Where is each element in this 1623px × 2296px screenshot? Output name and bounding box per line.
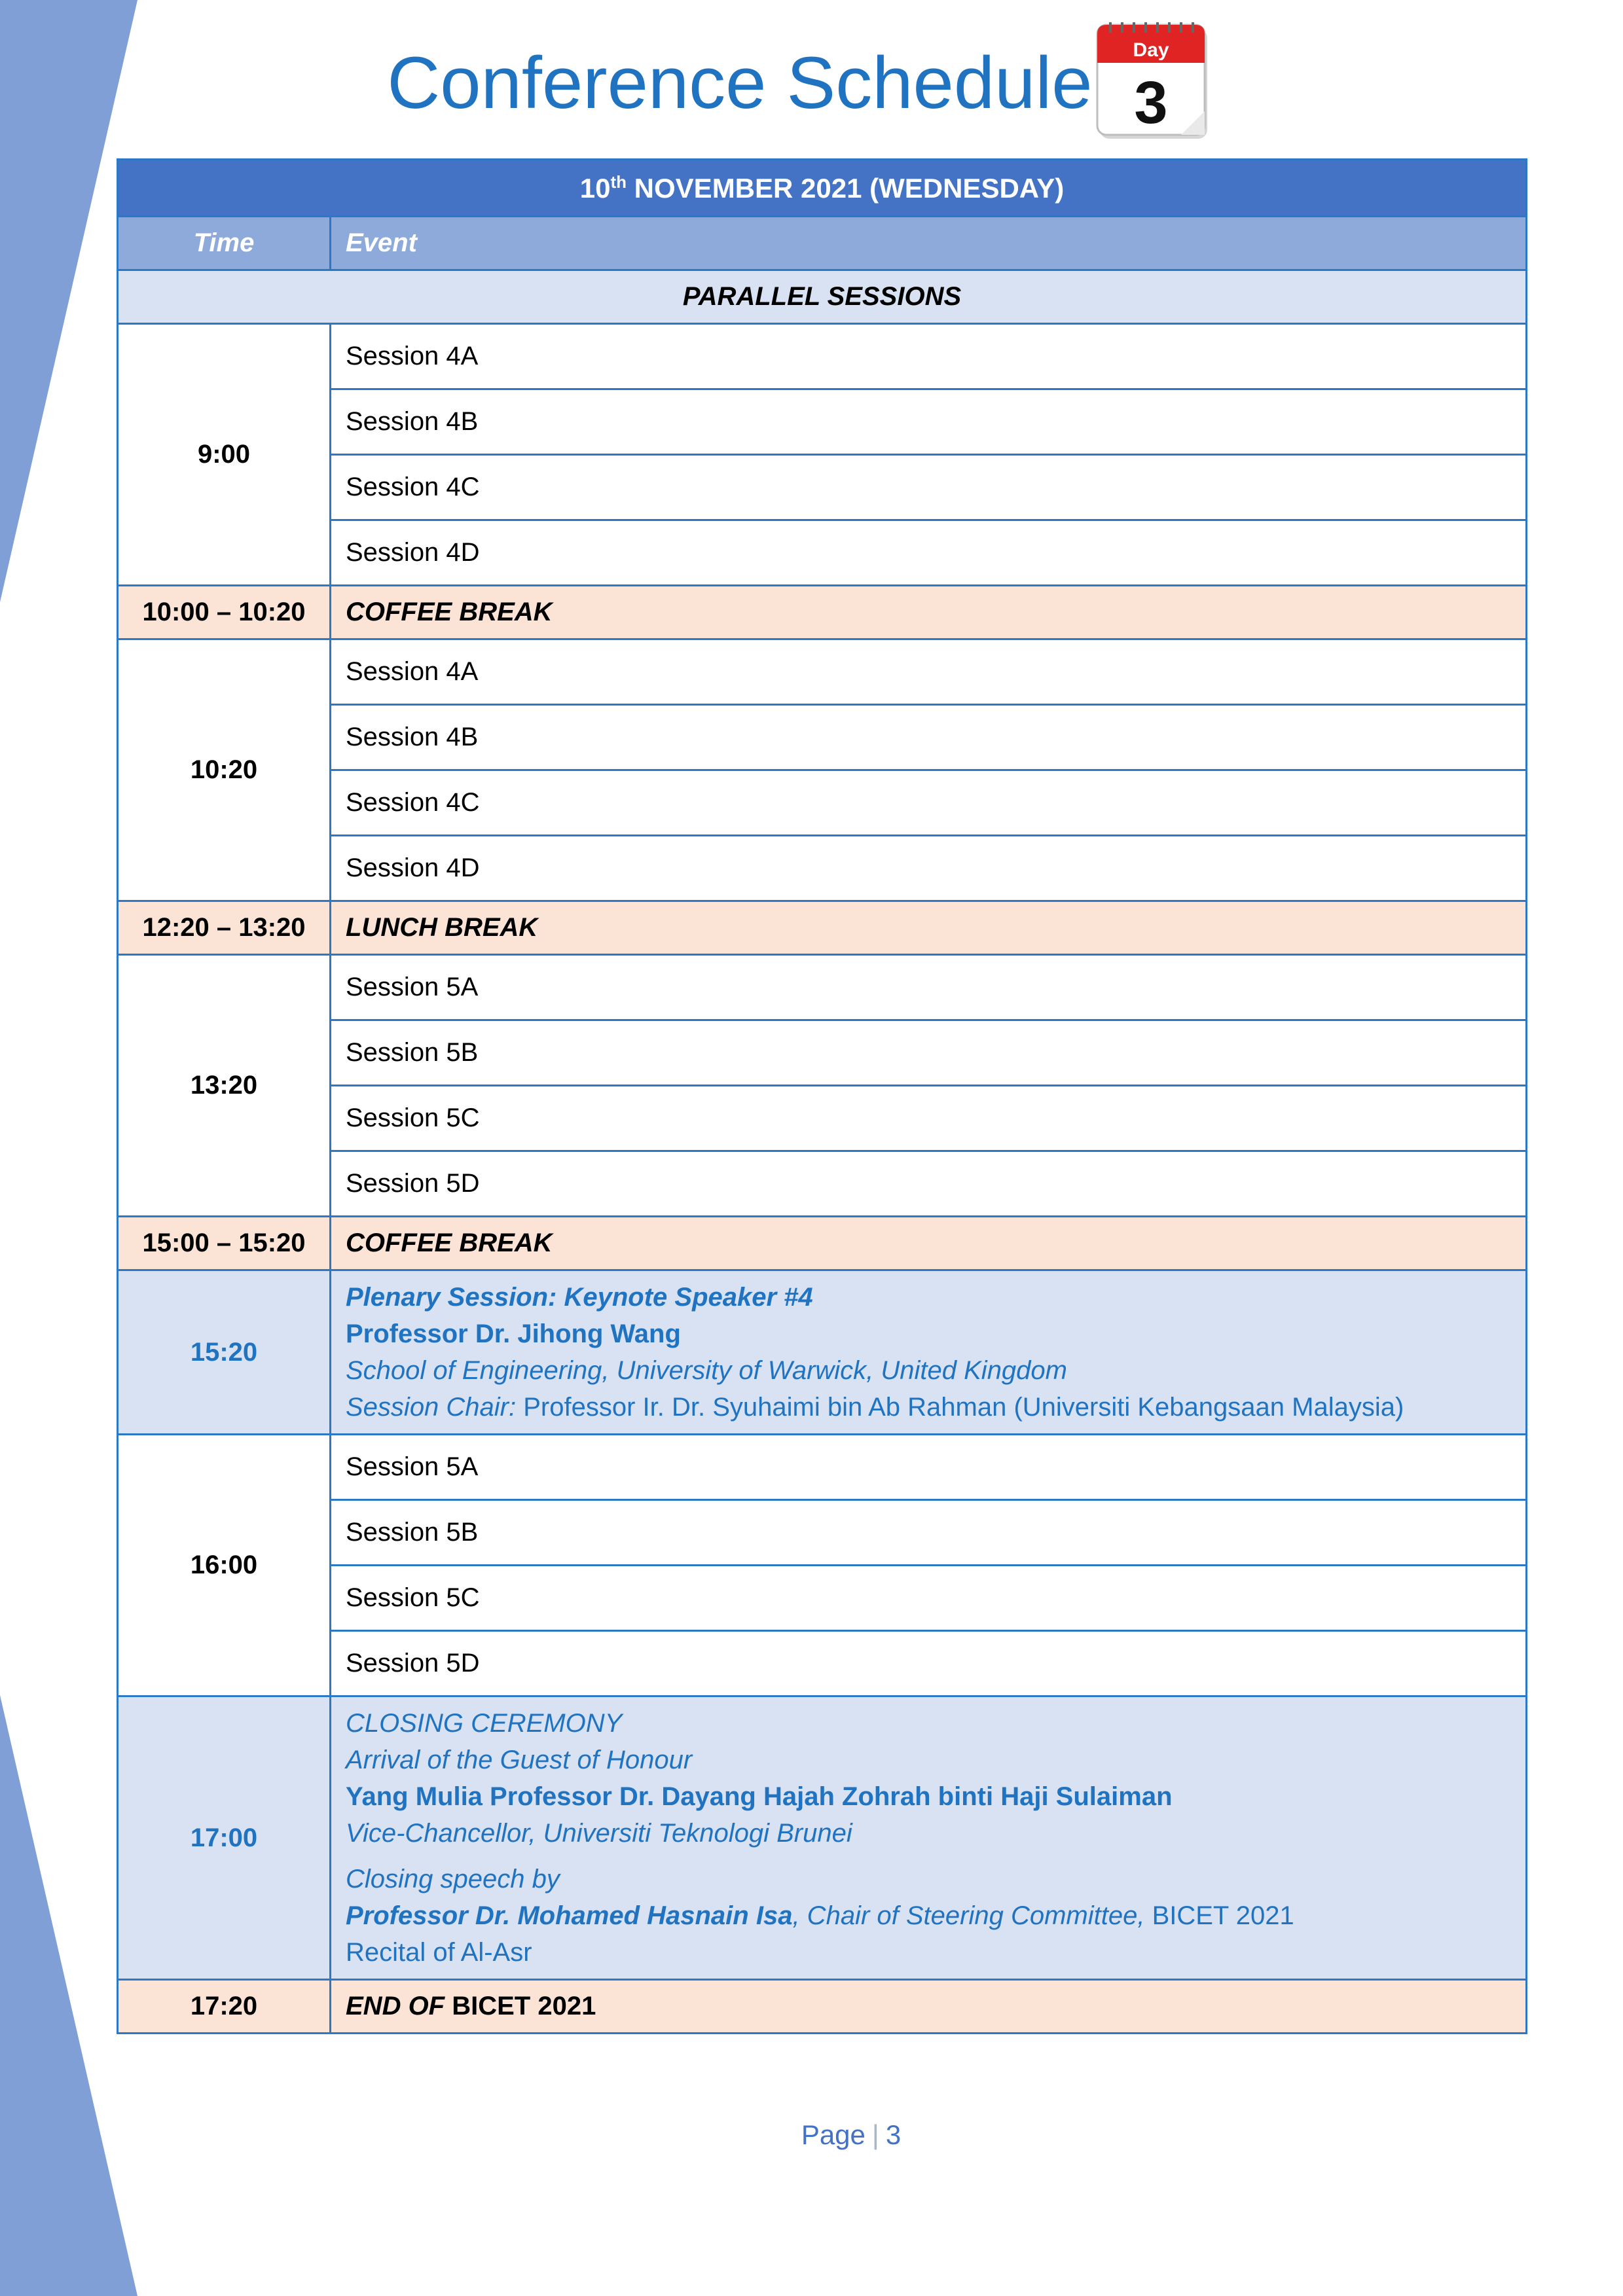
calendar-day-number: 3 [1134,69,1168,136]
break-row [118,586,1527,639]
session-cell: Session 5A [331,1435,1527,1500]
keynote-row [118,1270,1527,1435]
closing-recital: Recital of Al-Asr [346,1938,532,1967]
event-column-header: Event [331,217,1527,270]
closing-ceremony-row [118,1696,1527,1980]
time-cell: 9:00 [118,324,331,586]
session-cell: Session 5B [331,1020,1527,1086]
keynote-details [331,1270,1527,1435]
keynote-affiliation: School of Engineering, University of Warwick, United Kingdom [346,1356,1067,1385]
time-cell: 12:20 – 13:20 [118,901,331,955]
break-label: LUNCH BREAK [331,901,1527,955]
session-chair-label: Session Chair: [346,1393,517,1422]
calendar-header-text: Day [1133,39,1169,61]
session-cell: Session 4A [331,639,1527,705]
closing-guest: Yang Mulia Professor Dr. Dayang Hajah Zohrah binti Haji Sulaiman [346,1782,1173,1811]
session-cell: Session 5C [331,1086,1527,1151]
keynote-title: Plenary Session: Keynote Speaker #4 [346,1283,813,1312]
end-row [118,1980,1527,2034]
session-cell: Session 4C [331,770,1527,836]
schedule-table [117,158,1527,2034]
table-row [118,955,1527,1020]
page-number: 3 [885,2119,902,2150]
session-cell: Session 5B [331,1500,1527,1566]
break-label: COFFEE BREAK [331,1217,1527,1270]
time-cell: 10:20 [118,639,331,901]
date-day: 10 [579,172,611,204]
column-header-row [118,217,1527,270]
closing-speaker: Professor Dr. Mohamed Hasnain Isa [346,1901,793,1930]
closing-speaker-role: , Chair of Steering Committee, [792,1901,1145,1930]
session-chair-line [346,1389,1511,1426]
table-row [118,1435,1527,1500]
table-row [118,639,1527,705]
date-rest: NOVEMBER 2021 (WEDNESDAY) [627,172,1065,204]
closing-title: CLOSING CEREMONY [346,1709,623,1738]
session-cell: Session 5D [331,1151,1527,1217]
end-label-prefix: END OF [346,1992,445,2020]
closing-speaker-line [346,1897,1511,1934]
closing-arrival: Arrival of the Guest of Honour [346,1746,693,1774]
time-column-header: Time [118,217,331,270]
closing-details [331,1696,1527,1980]
table-row [118,324,1527,389]
page-label: Page [801,2119,866,2150]
time-cell: 17:00 [118,1696,331,1980]
break-row [118,901,1527,955]
end-label-event: BICET 2021 [445,1992,596,2020]
end-label [331,1980,1527,2034]
session-cell: Session 4C [331,455,1527,520]
session-chair-name: Professor Ir. Dr. Syuhaimi bin Ab Rahman (Universiti Kebangsaan Malaysia) [516,1393,1404,1422]
break-row [118,1217,1527,1270]
session-cell: Session 5A [331,955,1527,1020]
session-cell: Session 4D [331,520,1527,586]
page-footer [655,2119,1048,2151]
time-cell: 15:20 [118,1270,331,1435]
page-title: Conference Schedule [387,42,1093,124]
session-cell: Session 4D [331,836,1527,901]
date-row [118,160,1527,217]
page-separator: | [871,2119,879,2150]
time-cell: 10:00 – 10:20 [118,586,331,639]
break-label: COFFEE BREAK [331,586,1527,639]
time-cell: 17:20 [118,1980,331,2034]
time-cell: 13:20 [118,955,331,1217]
keynote-speaker: Professor Dr. Jihong Wang [346,1319,681,1348]
date-heading [118,160,1527,217]
parallel-sessions-label: PARALLEL SESSIONS [118,270,1527,324]
session-cell: Session 4A [331,324,1527,389]
session-cell: Session 5D [331,1631,1527,1696]
time-cell: 16:00 [118,1435,331,1696]
closing-guest-role: Vice-Chancellor, Universiti Teknologi Brunei [346,1819,852,1848]
session-cell: Session 4B [331,389,1527,455]
session-cell: Session 4B [331,705,1527,770]
time-cell: 15:00 – 15:20 [118,1217,331,1270]
parallel-sessions-row [118,270,1527,324]
closing-speaker-event: BICET 2021 [1144,1901,1294,1930]
closing-speech-intro: Closing speech by [346,1865,560,1893]
date-suffix: th [610,171,627,192]
calendar-day-icon [1095,20,1213,144]
session-cell: Session 5C [331,1566,1527,1631]
